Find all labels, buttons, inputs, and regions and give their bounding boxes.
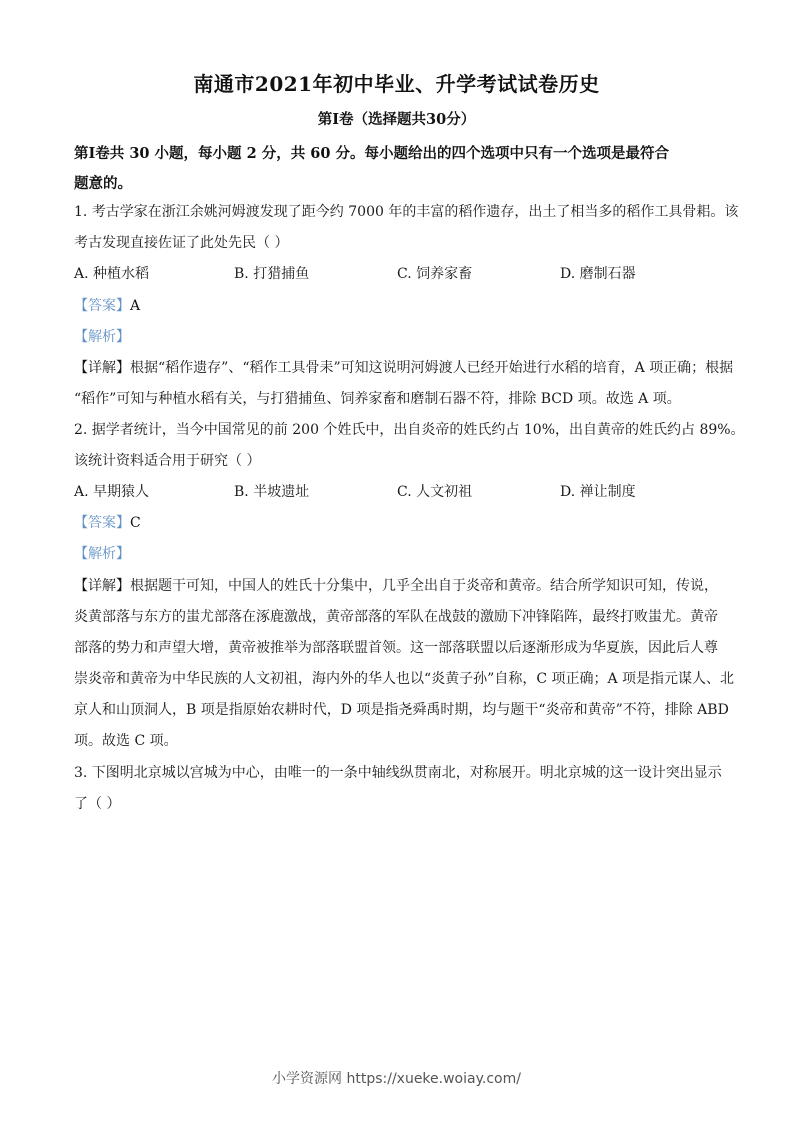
q1-detail-text-1: 根据“稻作遗存”、“稻作工具骨耒”可知这说明河姆渡人已经开始进行水稻的培育，A 项正确；根据 (130, 360, 734, 376)
q2-answer (74, 513, 724, 533)
q1-option-d: D. 磨制石器 (560, 266, 636, 282)
q1-stem-line-1: 1. 考古学家在浙江余姚河姆渡发现了距今约 7000 年的丰富的稻作遗存，出土了相当多的稻作工具骨耜。该 (74, 204, 739, 220)
footer-watermark: 小学资源网 https://xueke.woiay.com/ (272, 1071, 521, 1087)
q1-detail-line-1 (74, 358, 734, 378)
answer-label: 【答案】 (74, 298, 130, 314)
q2-detail-line-6: 项。故选 C 项。 (74, 733, 178, 749)
q2-detail-line-3: 部落的势力和声望大增，黄帝被推举为部落联盟首领。这一部落联盟以后逐渐形成为华夏族，因此后人尊 (74, 640, 718, 656)
q3-stem-line-2: 了（ ） (74, 796, 121, 812)
q2-detail-line-2: 炎黄部落与东方的蚩尤部落在涿鹿激战，黄帝部落的军队在战鼓的激励下冲锋陷阵，最终打败蚩尤。黄帝 (74, 609, 718, 625)
instructions (74, 139, 724, 199)
exam-title: 南通市2021年初中毕业、升学考试试卷历史 (193, 72, 600, 96)
section-title: 第Ⅰ卷（选择题共30分） (317, 111, 476, 128)
q2-detail-text-1: 根据题干可知，中国人的姓氏十分集中，几乎全出自于炎帝和黄帝。结合所学知识可知，传说， (130, 578, 718, 594)
instructions-line-2: 题意的。 (74, 175, 132, 192)
q1-stem-line-2: 考古发现直接佐证了此处先民（ ） (74, 235, 289, 251)
q2-option-b: B. 半坡遗址 (234, 484, 310, 500)
q1-option-c: C. 饲养家畜 (397, 266, 473, 282)
q2-detail-line-5: 京人和山顶洞人，B 项是指原始农耕时代，D 项是指尧舜禹时期，均与题干“炎帝和黄帝”不符，排除 ABD (74, 702, 729, 718)
q1-option-b: B. 打猎捕鱼 (234, 266, 310, 282)
q2-detail-line-4: 崇炎帝和黄帝为中华民族的人文初祖，海内外的华人也以“炎黄子孙”自称，C 项正确；A 项是指元谋人、北 (74, 671, 735, 687)
q2-option-c: C. 人文初祖 (397, 484, 473, 500)
q2-answer-value: C (130, 515, 141, 531)
detail-label: 【详解】 (74, 360, 130, 376)
q2-stem-line-1: 2. 据学者统计，当今中国常见的前 200 个姓氏中，出自炎帝的姓氏约占 10%，出自黄帝的姓氏约占 89%。 (74, 422, 745, 438)
q2-analysis (74, 544, 724, 564)
q2-detail-line-1 (74, 576, 724, 596)
answer-label: 【答案】 (74, 515, 130, 531)
q1-analysis (74, 327, 724, 347)
q1-answer-value: A (130, 298, 141, 314)
q1-option-a: A. 种植水稻 (74, 266, 150, 282)
q1-answer (74, 296, 724, 316)
q1-detail-line-2: “稻作”可知与种植水稻有关，与打猎捕鱼、饲养家畜和磨制石器不符，排除 BCD 项。故选 A 项。 (74, 391, 681, 407)
q2-option-d: D. 禅让制度 (560, 484, 636, 500)
q2-stem-line-2: 该统计资料适合用于研究（ ） (74, 453, 261, 469)
analysis-label: 【解析】 (74, 546, 130, 562)
q3-stem-line-1: 3. 下图明北京城以宫城为中心，由唯一的一条中轴线纵贯南北，对称展开。明北京城的这一设计突出显示 (74, 765, 722, 781)
q2-option-a: A. 早期猿人 (74, 484, 150, 500)
detail-label: 【详解】 (74, 578, 130, 594)
analysis-label: 【解析】 (74, 329, 130, 345)
instructions-line-1: 第Ⅰ卷共 30 小题，每小题 2 分，共 60 分。每小题给出的四个选项中只有一个选项是最符合 (74, 145, 670, 162)
